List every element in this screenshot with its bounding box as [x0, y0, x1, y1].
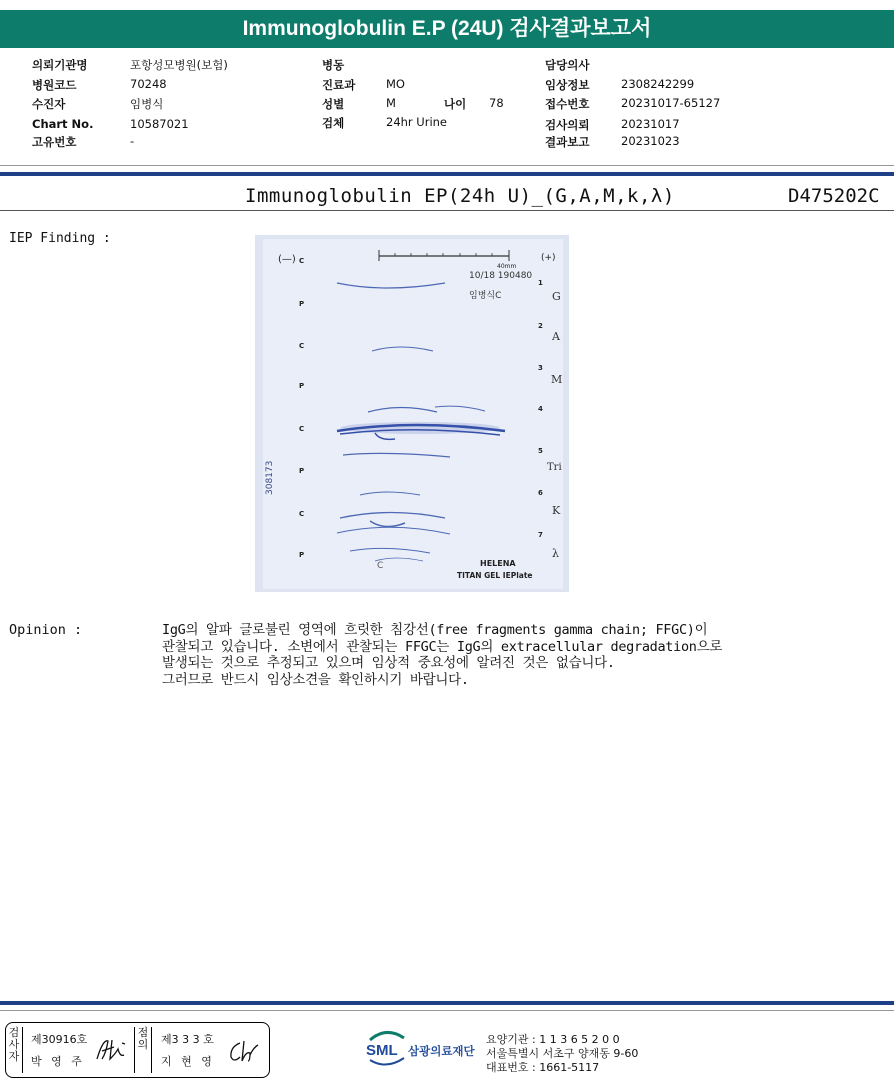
divider: [0, 172, 894, 176]
request-label: 검사의뢰: [545, 118, 590, 132]
inspector-license: 제3 3 3 호: [161, 1033, 214, 1046]
ward-label: 병동: [322, 58, 345, 72]
examiner-label: [6, 1027, 23, 1073]
receipt-value: 20231017-65127: [621, 96, 721, 110]
test-code: D475202C: [788, 185, 880, 207]
trough-number: 6: [538, 489, 543, 497]
opinion-label: Opinion :: [9, 622, 83, 638]
divider: [0, 210, 894, 211]
unique-label: 고유번호: [32, 135, 77, 149]
examiner-label-text: 검사자: [8, 1026, 20, 1063]
iep-finding-label: IEP Finding :: [9, 231, 111, 246]
antiserum-label: Tri: [547, 462, 562, 473]
sex-label: 성별: [322, 97, 345, 111]
titan-gel-brand: TITAN GEL IEPlate: [457, 571, 533, 580]
inspector-label-text: 점의: [137, 1026, 149, 1051]
footer-divider: [0, 1001, 894, 1005]
inspector-label: [134, 1027, 152, 1073]
logo-text: SML: [366, 1042, 398, 1059]
neg-pole: (—): [278, 254, 296, 265]
request-value: 20231017: [621, 117, 680, 131]
unique-value: -: [130, 134, 135, 148]
antiserum-label: A: [552, 330, 560, 343]
dept-value: MO: [386, 77, 405, 91]
trough-number: 4: [538, 405, 543, 413]
receipt-label: 접수번호: [545, 97, 590, 111]
trough-number: 5: [538, 447, 543, 455]
specimen-value: 24hr Urine: [386, 115, 448, 129]
report-title: Immunoglobulin E.P (24U) 검사결과보고서: [0, 10, 894, 48]
hospital-code-value: 70248: [130, 77, 167, 91]
lane-label: C: [299, 342, 305, 350]
lane-label: P: [299, 382, 305, 390]
trough-number: 7: [538, 531, 543, 539]
footer-divider: [0, 1010, 894, 1011]
age-value: 78: [489, 96, 504, 110]
phone: 대표번호 : 1661-5117: [486, 1061, 600, 1074]
lane-label: C: [299, 257, 305, 265]
lane-label: P: [299, 467, 305, 475]
divider: [0, 165, 894, 166]
logo-arc-icon: [370, 1032, 404, 1040]
doctor-label: 담당의사: [545, 58, 590, 72]
gel-side-id: 308173: [265, 460, 275, 495]
opinion-line: 그러므로 반드시 임상소견을 확인하시기 바랍니다.: [162, 671, 469, 688]
test-title: Immunoglobulin EP(24h U)_(G,A,M,k,λ): [245, 185, 675, 207]
age-label: 나이: [444, 97, 467, 111]
signature-box: [5, 1022, 270, 1078]
institution-code: 요양기관 : 1 1 3 6 5 2 0 0: [486, 1033, 620, 1046]
address: 서울특별시 서초구 양재동 9-60: [486, 1047, 639, 1060]
clinical-value: 2308242299: [621, 77, 695, 91]
opinion-line: 발생되는 것으로 추정되고 있으며 임상적 중요성에 알려진 것은 없습니다.: [162, 655, 615, 671]
dept-label: 진료과: [322, 78, 356, 92]
patient-label: 수진자: [32, 97, 66, 111]
opinion-text: [162, 622, 862, 688]
antiserum-label: M: [551, 373, 563, 386]
examiner-name: 박 영 주: [31, 1055, 85, 1068]
foundation-name: 삼광의료재단: [408, 1044, 475, 1058]
iep-gel-image: [255, 235, 569, 592]
scale-label: 40mm: [497, 263, 517, 270]
chart-label: Chart No.: [32, 117, 94, 131]
examiner-license: 제30916호: [31, 1033, 88, 1046]
report-date-value: 20231023: [621, 134, 680, 148]
sex-value: M: [386, 96, 396, 110]
antiserum-label: λ: [552, 547, 559, 560]
trough-number: 1: [538, 279, 543, 287]
chart-value: 10587021: [130, 117, 189, 131]
inspector-signature: [226, 1037, 262, 1065]
lane-label: C: [299, 510, 305, 518]
igg-smear: [340, 422, 500, 434]
clinical-label: 임상정보: [545, 78, 590, 92]
antiserum-label: G: [552, 290, 561, 303]
patient-value: 임병식: [130, 97, 164, 111]
lane-label: P: [299, 300, 305, 308]
institution-label: 의뢰기관명: [32, 58, 88, 72]
sml-logo: [364, 1028, 410, 1068]
trough-number: 2: [538, 322, 543, 330]
report-date-label: 결과보고: [545, 135, 590, 149]
opinion-line: 관찰되고 있습니다. 소변에서 관찰되는 FFGC는 IgG의 extracellular degradation으로: [162, 638, 723, 655]
inspector-name: 지 현 영: [161, 1055, 215, 1068]
c-mark: C: [377, 561, 384, 571]
hospital-code-label: 병원코드: [32, 78, 77, 92]
pos-pole: (+): [541, 253, 556, 263]
gel-date-id: 10/18 190480: [469, 271, 533, 281]
lane-label: P: [299, 551, 305, 559]
helena-brand: HELENA: [480, 559, 516, 568]
antiserum-label: K: [552, 504, 561, 517]
specimen-label: 검체: [322, 116, 345, 130]
examiner-signature: [94, 1035, 128, 1065]
lane-label: C: [299, 425, 305, 433]
trough-number: 3: [538, 364, 543, 372]
opinion-line: IgG의 알파 글로불린 영역에 흐릿한 침강선(free fragments gamma chain; FFGC)이: [162, 622, 708, 638]
institution-value: 포항성모병원(보험): [130, 58, 228, 72]
gel-patient-name: 임병식C: [469, 291, 502, 301]
gel-plate: [263, 239, 563, 589]
